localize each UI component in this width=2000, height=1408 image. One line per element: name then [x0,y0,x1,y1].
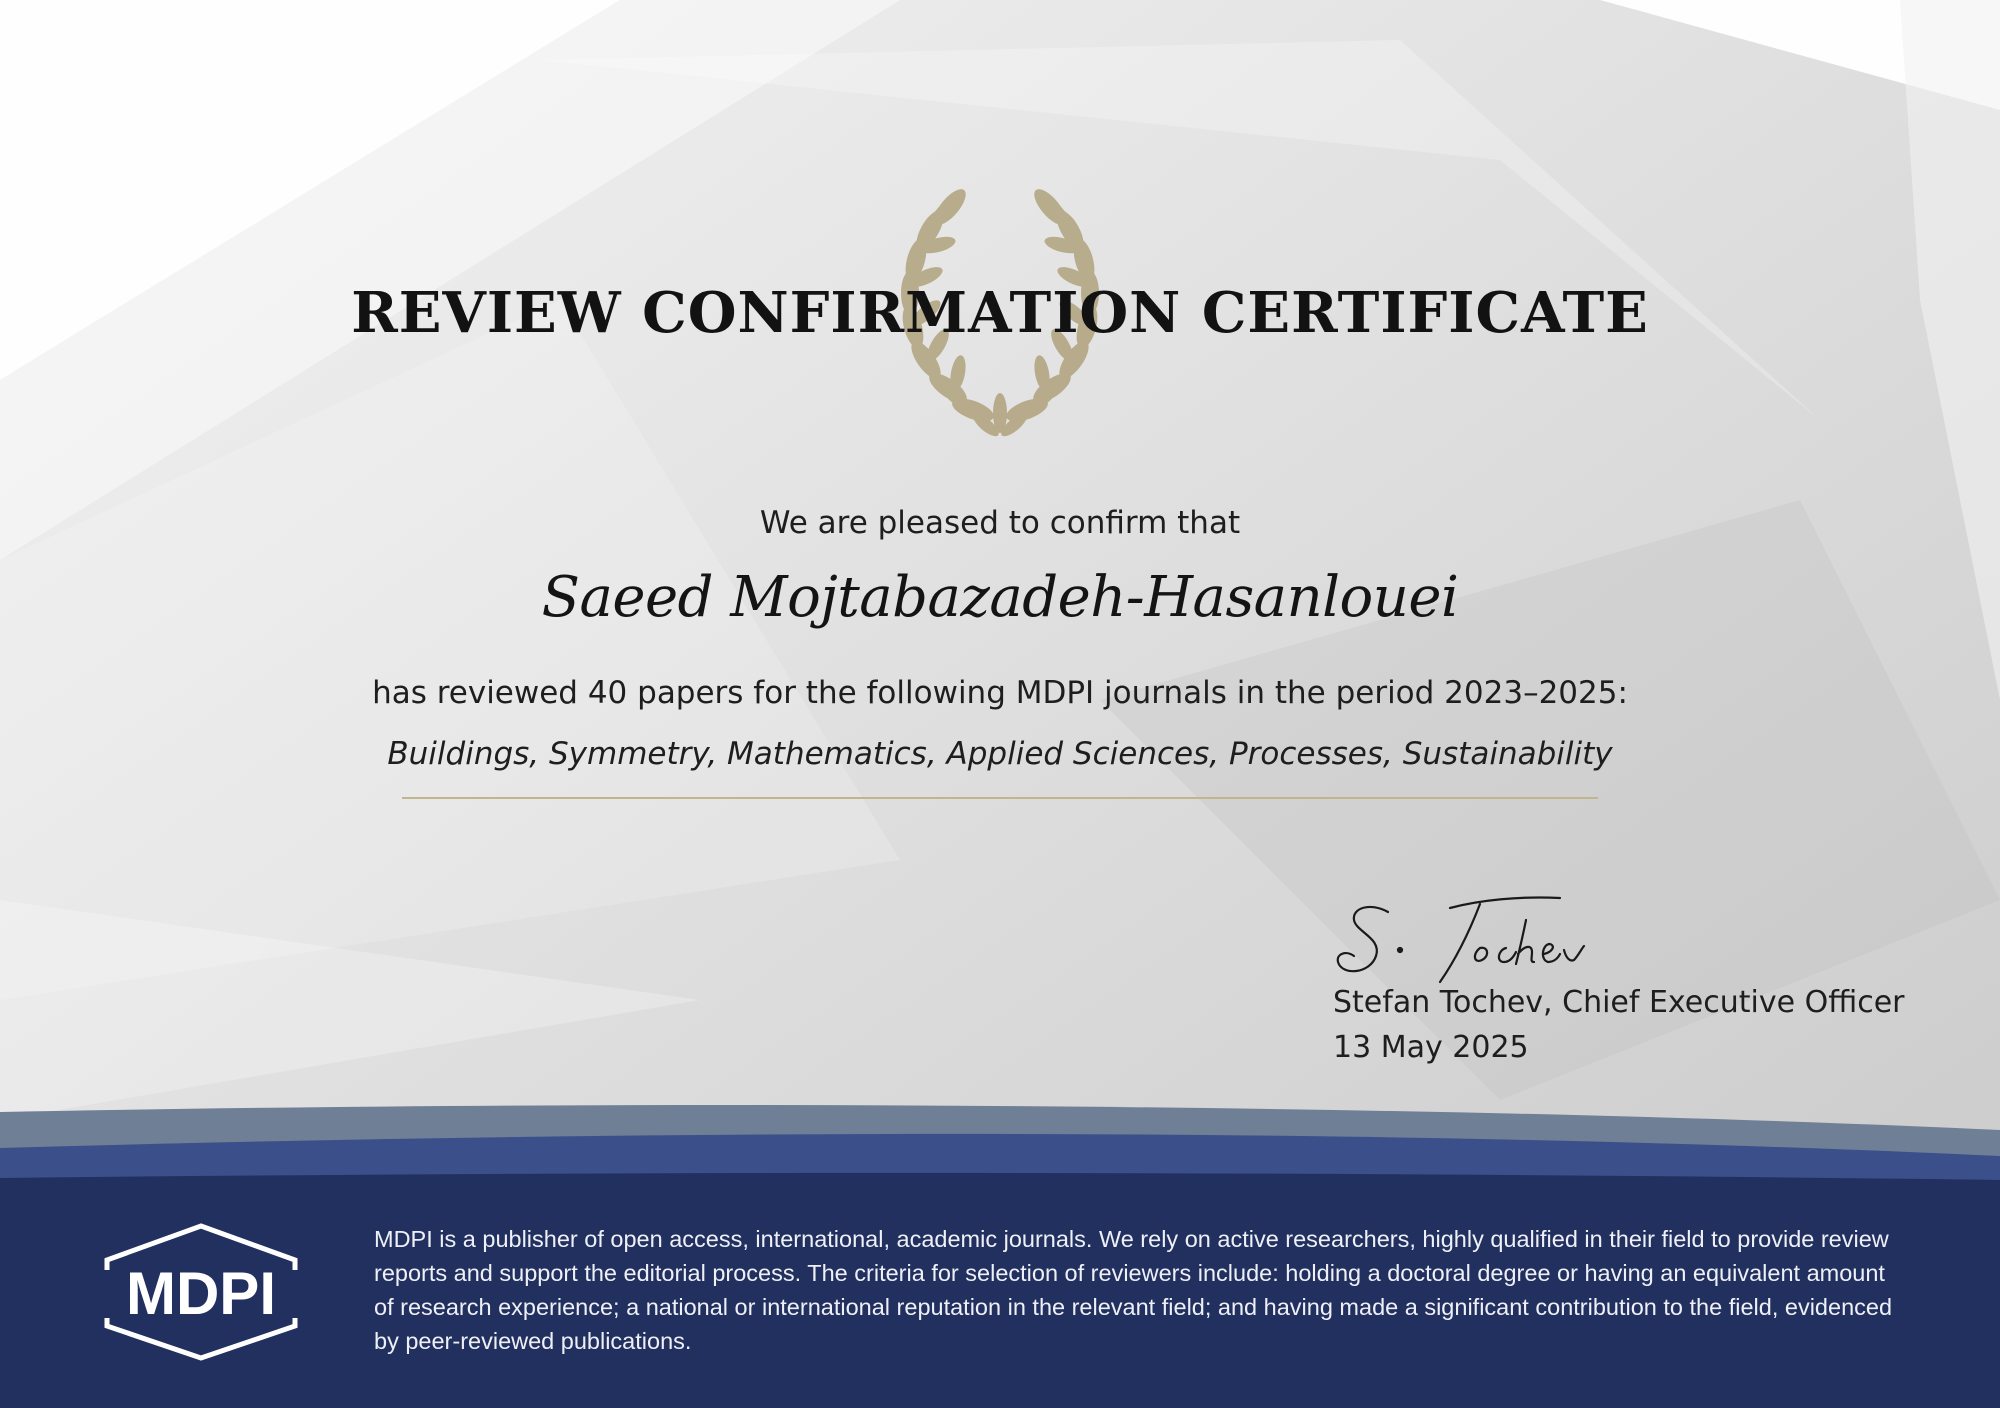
reviewer-name: Saeed Mojtabazadeh-Hasanlouei [541,565,1459,630]
mdpi-logo [95,1222,307,1362]
review-statement: has reviewed 40 papers for the following MDPI journals in the period 2023–2025: [372,675,1628,711]
signature-date: 13 May 2025 [1333,1030,1529,1065]
certificate-title: REVIEW CONFIRMATION CERTIFICATE [351,280,1649,346]
footer-description: MDPI is a publisher of open access, international, academic journals. We rely on active researchers, highly qualified in their field to provide review reports and support the editorial process. The criteria for selection of reviewers include: holding a doctoral degree or having an equivalent amount of research experience; a national or international reputation in the relevant field; and having made a significant contribution to the field, evidenced by peer-reviewed publications. [374,1226,1893,1354]
signer-name-title: Stefan Tochev, Chief Executive Officer [1333,985,1905,1020]
handwritten-signature [1330,890,1600,990]
journal-list: Buildings, Symmetry, Mathematics, Applied Sciences, Processes, Sustainability [387,736,1613,772]
divider-line [402,797,1598,799]
intro-text: We are pleased to confirm that [759,505,1241,541]
mdpi-logo-text: MDPI [126,1260,276,1327]
